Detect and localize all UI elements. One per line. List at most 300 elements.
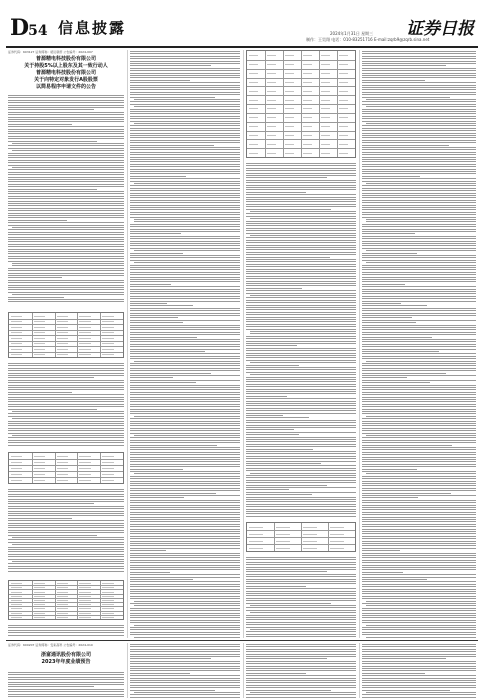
table-cell-text (11, 321, 22, 322)
text-line (362, 137, 476, 138)
table-cell-text (285, 117, 294, 118)
text-line (246, 240, 356, 241)
text-line (246, 588, 356, 589)
text-line (8, 382, 124, 383)
table-cell-text (330, 527, 344, 528)
text-line (362, 111, 476, 112)
text-line (246, 444, 356, 445)
table-cell-text (57, 583, 68, 584)
text-line (130, 356, 240, 357)
table-row-rule (9, 585, 123, 586)
text-line (246, 489, 289, 490)
text-line (362, 145, 449, 146)
text-line (8, 635, 124, 636)
text-line (8, 208, 124, 209)
text-line (246, 463, 321, 464)
text-line (130, 464, 240, 465)
text-line (362, 346, 476, 347)
text-line (8, 425, 124, 426)
text-line (130, 226, 240, 227)
table-row-rule (9, 471, 123, 472)
table-cell-text (321, 73, 330, 74)
text-line (362, 195, 476, 196)
text-line (362, 519, 476, 520)
text-line (362, 596, 476, 597)
text-line (362, 464, 476, 465)
text-line (246, 393, 356, 394)
text-line (362, 385, 476, 386)
text-line (362, 404, 476, 405)
text-line (362, 267, 476, 268)
table-cell-text (303, 91, 312, 92)
text-line (362, 257, 476, 258)
text-line (362, 133, 476, 134)
text-line (246, 264, 356, 265)
text-line (250, 692, 356, 693)
article-1-body-mid (8, 362, 124, 448)
text-line (246, 615, 356, 616)
text-line (246, 249, 356, 250)
text-line (362, 382, 430, 383)
text-line (362, 399, 476, 400)
text-line (362, 272, 476, 273)
text-line (362, 241, 476, 242)
text-line (362, 483, 476, 484)
text-line (130, 113, 240, 114)
text-line (8, 413, 124, 414)
text-line (12, 411, 124, 412)
text-line (362, 663, 476, 664)
table-cell-text (339, 135, 348, 136)
text-line (8, 201, 124, 202)
text-line (8, 239, 124, 240)
text-line (250, 331, 356, 332)
text-line (130, 418, 240, 419)
text-line (130, 248, 240, 249)
text-line (130, 517, 240, 518)
text-line (246, 595, 356, 596)
text-line (8, 292, 124, 293)
text-line (246, 697, 356, 698)
text-line (130, 447, 240, 448)
text-line (130, 452, 240, 453)
text-line (362, 502, 476, 503)
text-line (362, 291, 476, 292)
table-cell-text (285, 108, 294, 109)
text-line (130, 507, 240, 508)
table-cell-text (11, 600, 22, 601)
table-row-rule (9, 611, 123, 612)
text-line (130, 380, 240, 381)
text-line (130, 111, 240, 112)
text-line (130, 584, 240, 585)
text-line (130, 483, 240, 484)
text-line (130, 190, 240, 191)
table-cell-text (303, 548, 317, 549)
text-line (246, 600, 356, 601)
table-cell-text (11, 596, 22, 597)
text-line (246, 257, 330, 258)
column-divider (359, 643, 360, 698)
footer-column-2 (130, 643, 240, 698)
text-line (130, 255, 240, 256)
text-line (130, 685, 240, 686)
text-line (8, 501, 124, 502)
text-line (8, 506, 124, 507)
text-line (362, 536, 476, 537)
text-line (8, 148, 124, 149)
text-line (362, 433, 476, 434)
table-cell-text (267, 82, 276, 83)
text-line (134, 221, 240, 222)
text-line (246, 631, 356, 632)
text-line (362, 365, 476, 366)
text-line (130, 581, 240, 582)
table-row-rule (9, 319, 123, 320)
text-line (246, 663, 356, 664)
text-line (246, 593, 356, 594)
text-line (362, 75, 476, 76)
text-line (246, 309, 356, 310)
text-line (362, 73, 476, 74)
text-line (362, 188, 476, 189)
text-line (246, 557, 356, 558)
table-cell-text (249, 527, 263, 528)
text-line (362, 675, 476, 676)
text-line (362, 231, 476, 232)
text-line (362, 389, 476, 390)
table-cell-text (267, 126, 276, 127)
text-line (362, 485, 476, 486)
table-cell-text (79, 468, 90, 469)
text-line (362, 380, 476, 381)
text-line (8, 169, 124, 170)
table-cell-text (34, 600, 45, 601)
text-line (362, 205, 476, 206)
text-line (130, 370, 240, 371)
table-cell-text (57, 349, 68, 350)
table-column-rule (32, 581, 33, 619)
text-line (130, 332, 240, 333)
table-cell-text (303, 108, 312, 109)
text-line (246, 225, 356, 226)
text-line (130, 488, 240, 489)
text-line (8, 162, 124, 163)
text-line (8, 368, 124, 369)
text-line (8, 131, 124, 132)
text-line (362, 680, 476, 681)
table-column-rule (301, 523, 302, 551)
text-line (130, 603, 240, 604)
text-line (362, 329, 476, 330)
text-line (362, 207, 476, 208)
text-line (130, 358, 240, 359)
text-line (130, 351, 205, 352)
text-line (130, 413, 240, 414)
text-line (246, 513, 356, 514)
text-line (362, 315, 476, 316)
text-line (8, 112, 124, 113)
text-line (366, 123, 476, 124)
text-line (8, 129, 124, 130)
text-line (130, 274, 240, 275)
text-line (130, 445, 217, 446)
table-cell-text (339, 64, 348, 65)
text-line (362, 212, 476, 213)
table-cell-text (102, 592, 113, 593)
table-row-rule (9, 346, 123, 347)
text-line (130, 461, 240, 462)
table-cell-text (34, 321, 45, 322)
text-line (130, 430, 240, 431)
text-line (362, 373, 446, 374)
text-line (362, 92, 476, 93)
table-cell-text (34, 332, 45, 333)
text-line (130, 541, 240, 542)
text-line (362, 94, 476, 95)
text-line (362, 591, 476, 592)
text-line (362, 656, 476, 657)
text-line (362, 368, 476, 369)
text-line (246, 389, 356, 390)
text-line (8, 270, 124, 271)
text-line (12, 265, 124, 266)
text-line (130, 344, 240, 345)
text-line (250, 211, 356, 212)
text-line (134, 183, 240, 184)
text-line (246, 670, 356, 671)
table-cell-text (79, 617, 90, 618)
table-cell-text (11, 338, 22, 339)
text-line (130, 471, 240, 472)
footer-column-4 (362, 643, 476, 698)
text-line (8, 511, 124, 512)
text-line (8, 684, 124, 685)
text-line (12, 263, 124, 264)
text-line (130, 682, 240, 683)
text-line (246, 360, 356, 361)
text-line (8, 141, 97, 142)
table-cell-text (249, 73, 258, 74)
text-line (8, 174, 124, 175)
text-line (8, 133, 124, 134)
text-line (366, 262, 476, 263)
text-line (246, 348, 356, 349)
text-line (362, 673, 425, 674)
text-line (130, 365, 240, 366)
table-cell-text (79, 608, 90, 609)
table-cell-text (79, 321, 90, 322)
text-line (246, 384, 356, 385)
table-cell-text (267, 135, 276, 136)
text-line (246, 216, 356, 217)
masthead-rule (6, 46, 478, 48)
text-line (130, 697, 240, 698)
text-line (8, 518, 72, 519)
text-line (8, 542, 124, 543)
text-line (130, 77, 240, 78)
article-1-table-5 (246, 522, 356, 552)
text-line (8, 679, 124, 680)
text-line (362, 409, 476, 410)
text-line (362, 428, 476, 429)
text-line (130, 617, 240, 618)
text-line (246, 574, 356, 575)
text-line (130, 51, 240, 52)
text-line (130, 440, 240, 441)
text-line (130, 553, 240, 554)
text-line (246, 627, 356, 628)
page-number-value: 54 (28, 23, 48, 39)
text-line (12, 294, 124, 295)
text-line (8, 246, 124, 247)
text-line (8, 253, 124, 254)
text-line (130, 644, 240, 645)
text-line (130, 411, 240, 412)
text-line (8, 282, 124, 283)
text-line (8, 525, 124, 526)
table-cell-text (34, 354, 45, 355)
table-cell-text (11, 613, 22, 614)
text-line (246, 341, 356, 342)
table-cell-text (79, 338, 90, 339)
column-2 (130, 50, 240, 638)
table-cell-text (102, 343, 113, 344)
text-line (130, 608, 240, 609)
text-line (130, 269, 240, 270)
text-line (8, 385, 124, 386)
text-line (8, 445, 124, 446)
text-line (8, 373, 124, 374)
table-column-rule (100, 453, 101, 483)
text-line (130, 56, 240, 57)
newspaper-logo: 证券日报 (406, 19, 474, 39)
text-line (362, 89, 476, 90)
text-line (362, 442, 476, 443)
text-line (362, 478, 476, 479)
text-line (362, 313, 476, 314)
table-column-rule (100, 581, 101, 619)
text-line (130, 373, 211, 374)
table-cell-text (321, 64, 330, 65)
text-line (8, 556, 124, 557)
text-line (246, 434, 299, 435)
text-line (362, 51, 476, 52)
text-line (246, 644, 356, 645)
text-line (362, 497, 418, 498)
text-line (362, 548, 476, 549)
text-line (362, 581, 476, 582)
text-line (246, 408, 356, 409)
text-line (362, 471, 476, 472)
table-cell-text (57, 604, 68, 605)
text-line (246, 446, 356, 447)
text-line (246, 254, 356, 255)
text-line (246, 293, 356, 294)
text-line (362, 185, 476, 186)
text-line (130, 245, 240, 246)
text-line (130, 317, 178, 318)
table-cell-text (79, 474, 90, 475)
table-cell-text (267, 55, 276, 56)
text-line (250, 235, 356, 236)
text-line (8, 389, 124, 390)
table-row-rule (9, 602, 123, 603)
text-line (362, 58, 476, 59)
text-line (130, 524, 240, 525)
text-line (8, 563, 124, 564)
text-line (130, 680, 240, 681)
text-line (246, 192, 306, 193)
text-line (130, 267, 240, 268)
article-1-body-col3-end (246, 556, 356, 638)
text-line (250, 374, 356, 375)
text-line (130, 142, 240, 143)
text-line (130, 195, 240, 196)
text-line (130, 281, 240, 282)
text-line (246, 259, 356, 260)
table-cell-text (79, 327, 90, 328)
text-line (8, 363, 124, 364)
text-line (130, 322, 183, 323)
table-row-rule (9, 330, 123, 331)
text-line (8, 121, 124, 122)
text-line (130, 519, 240, 520)
text-line (12, 418, 124, 419)
text-line (246, 668, 356, 669)
text-line (8, 508, 124, 509)
text-line (8, 95, 124, 96)
text-line (362, 658, 446, 659)
text-line (130, 303, 167, 304)
text-line (130, 533, 240, 534)
text-line (130, 260, 240, 261)
text-line (8, 433, 124, 434)
text-line (130, 593, 240, 594)
text-line (130, 277, 240, 278)
text-line (130, 253, 183, 254)
table-cell-text (11, 354, 22, 355)
text-line (8, 674, 124, 675)
text-line (130, 658, 211, 659)
issue-date: 2024年1月31日 星期三 (330, 31, 374, 36)
text-line (246, 417, 309, 418)
text-line (246, 242, 356, 243)
text-line (8, 547, 124, 548)
article-1-table-3 (8, 580, 124, 620)
text-line (130, 305, 193, 306)
text-line (130, 289, 240, 290)
text-line (246, 685, 356, 686)
table-cell-text (34, 456, 45, 457)
text-line (130, 171, 240, 172)
text-line (130, 368, 240, 369)
table-cell-text (34, 343, 45, 344)
text-line (246, 182, 356, 183)
text-line (246, 369, 356, 370)
table-cell-text (79, 462, 90, 463)
text-line (8, 256, 124, 257)
text-line (130, 109, 240, 110)
text-line (8, 568, 124, 569)
text-line (130, 82, 240, 83)
text-line (362, 490, 476, 491)
table-cell-text (102, 608, 113, 609)
text-line (8, 694, 124, 695)
text-line (130, 550, 166, 551)
text-line (246, 569, 356, 570)
text-line (362, 538, 476, 539)
